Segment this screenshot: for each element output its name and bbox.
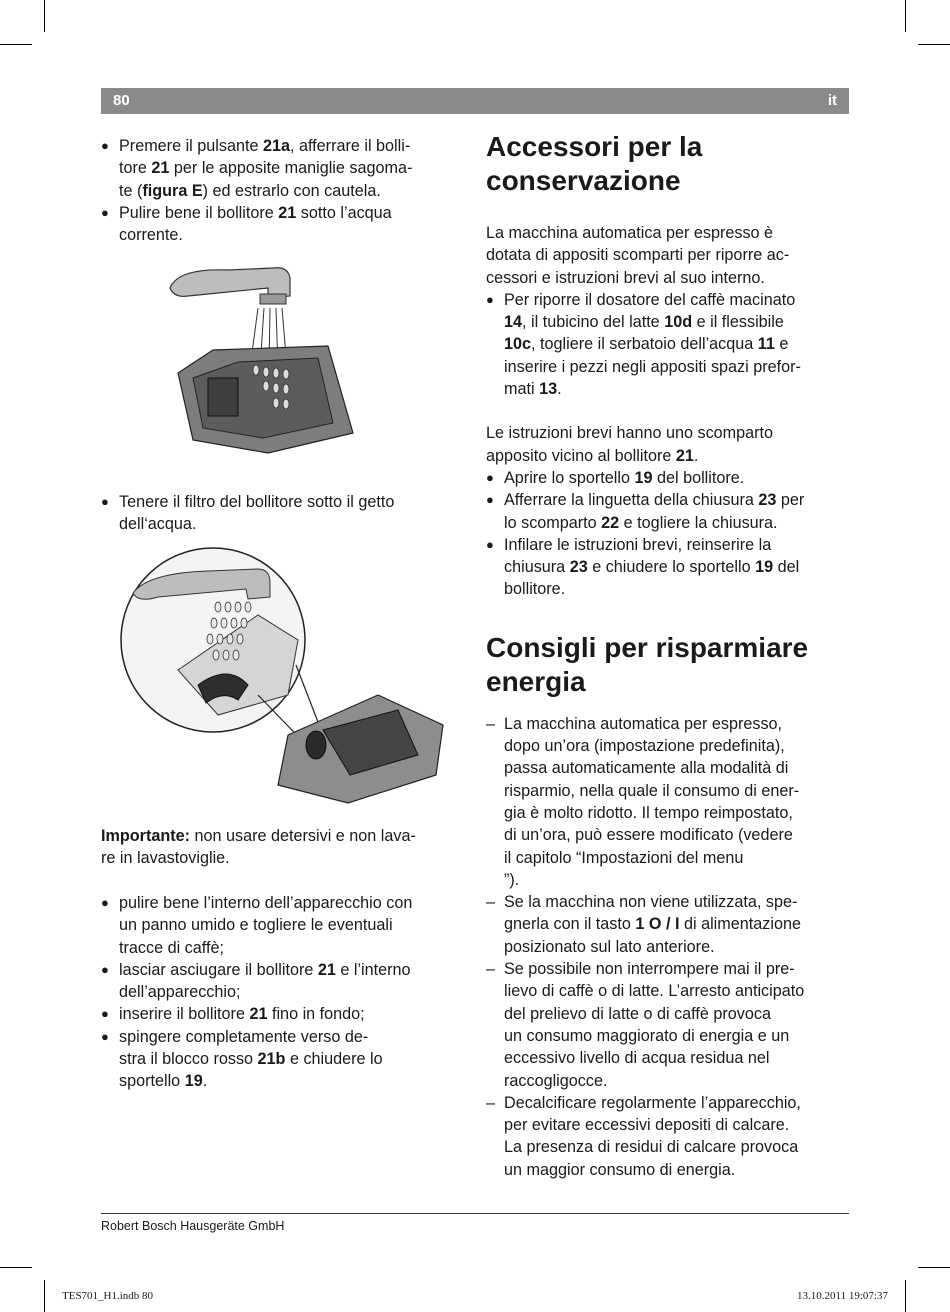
crop-mark bbox=[0, 1267, 32, 1268]
footer-company: Robert Bosch Hausgeräte GmbH bbox=[101, 1219, 285, 1233]
bold-reference: 21 bbox=[317, 960, 336, 979]
bullet-icon: ● bbox=[101, 895, 109, 910]
bullet-icon: ● bbox=[486, 469, 494, 485]
list-item: ● Afferrare la linguetta della chiusura 23 per lo scomparto 22 e togliere la chiusura. bbox=[486, 491, 805, 532]
footer-rule bbox=[101, 1213, 849, 1214]
bold-reference: 10d bbox=[664, 313, 693, 332]
list-item: ● spingere completamente verso de- stra il blocco rosso 21b e chiudere lo sportello 19. bbox=[101, 1027, 383, 1091]
bold-reference: 21a bbox=[262, 137, 290, 155]
left-bullet-list-2 bbox=[101, 491, 466, 536]
slug-date: 13.10.2011 19:07:37 bbox=[797, 1290, 888, 1302]
page-number: 80 bbox=[113, 92, 130, 109]
dash-icon: – bbox=[486, 1093, 496, 1112]
dash-icon: – bbox=[486, 714, 496, 733]
list-item: ● Per riporre il dosatore del caffè macinato 14, il tubicino del latte 10d e il flessibile 10c, togliere il serbatoio dell’acqua 11 e inserire i pezzi negli appositi spazi prefor- mati 13. bbox=[486, 290, 801, 399]
crop-mark bbox=[918, 1267, 950, 1268]
important-label: Importante: bbox=[101, 827, 191, 845]
bold-reference: 23 bbox=[569, 558, 588, 577]
heading-consigli: Consigli per risparmiare energia bbox=[486, 631, 809, 697]
bold-reference: 21 bbox=[151, 159, 170, 178]
bold-reference: 13 bbox=[539, 380, 558, 399]
crop-mark bbox=[905, 0, 906, 32]
left-bullet-list-3 bbox=[101, 892, 466, 1093]
list-item: ● Pulire bene il bollitore 21 sotto l’acqua corrente. bbox=[101, 203, 392, 245]
heading-accessori: Accessori per la conservazione bbox=[486, 131, 703, 196]
bullet-icon: ● bbox=[101, 204, 109, 220]
bullet-icon: ● bbox=[101, 1028, 109, 1044]
important-text: non usare detersivi e non lava- re in lavastoviglie. bbox=[101, 827, 416, 868]
language-code: it bbox=[827, 92, 837, 109]
page-header-bar bbox=[101, 88, 849, 114]
bold-reference: 21b bbox=[257, 1050, 286, 1069]
bold-reference: 19 bbox=[184, 1072, 203, 1091]
list-item: ● Aprire lo sportello 19 del bollitore. bbox=[486, 467, 852, 489]
filter-under-water-illustration bbox=[118, 545, 448, 805]
right-bullet-list-2 bbox=[486, 467, 852, 601]
crop-mark bbox=[0, 44, 32, 45]
bold-reference: 1 O / I bbox=[635, 915, 680, 934]
bullet-icon: ● bbox=[101, 494, 109, 509]
list-item: ● Infilare le istruzioni brevi, reinserire la chiusura 23 e chiudere lo sportello 19 del bollitore. bbox=[486, 535, 800, 599]
bold-reference: 10c bbox=[504, 335, 532, 354]
bold-reference: 21 bbox=[278, 203, 297, 222]
crop-mark bbox=[44, 0, 45, 32]
list-item: ● lasciar asciugare il bollitore 21 e l’interno dell’apparecchio; bbox=[101, 960, 411, 1002]
kettle-under-tap-illustration bbox=[168, 258, 358, 458]
bullet-icon: ● bbox=[486, 291, 494, 307]
crop-mark bbox=[44, 1280, 45, 1312]
list-item: – Decalcificare regolarmente l’apparecchio, per evitare eccessivi depositi di calcare. La presenza di residui di calcare provoca un maggior consumo di energia. bbox=[486, 1093, 801, 1179]
slug-file: TES701_H1.indb 80 bbox=[62, 1290, 154, 1302]
left-bullet-list-1 bbox=[101, 135, 466, 246]
bold-reference: 11 bbox=[757, 335, 775, 354]
list-item: – Se la macchina non viene utilizzata, spe- gnerla con il tasto 1 O / I di alimentazione posizionato sul lato anteriore. bbox=[486, 893, 801, 956]
bold-reference: 21 bbox=[249, 1005, 268, 1024]
list-item: ● Tenere il filtro del bollitore sotto il getto dell‘acqua. bbox=[101, 493, 395, 534]
list-item: – Se possibile non interrompere mai il pre- lievo di caffè o di latte. L’arresto anticipato del prelievo di latte o di caffè provoca un consumo maggiorato di energia e un eccessivo livello di acqua residua nel raccogligocce. bbox=[486, 960, 805, 1090]
bullet-icon: ● bbox=[101, 138, 109, 153]
bold-reference: 19 bbox=[755, 558, 774, 577]
important-note bbox=[101, 825, 466, 870]
paragraph-accessori: La macchina automatica per espresso è dotata di appositi scomparti per riporre ac- cessori e istruzioni brevi al suo interno. bbox=[486, 224, 790, 287]
bullet-icon: ● bbox=[486, 536, 494, 552]
list-item: ● inserire il bollitore 21 fino in fondo; bbox=[101, 1003, 466, 1025]
paragraph-istruzioni: Le istruzioni brevi hanno uno scomparto apposito vicino al bollitore 21. bbox=[486, 424, 774, 465]
bullet-icon: ● bbox=[101, 961, 109, 977]
bold-reference: 14 bbox=[504, 313, 523, 332]
bullet-icon: ● bbox=[101, 1006, 109, 1022]
list-item: ● Premere il pulsante 21a, afferrare il bolli- tore 21 per le apposite maniglie sagoma- te (figura E) ed estrarlo con cautela. bbox=[101, 137, 413, 200]
crop-mark bbox=[918, 44, 950, 45]
right-column bbox=[486, 130, 852, 1181]
bold-reference: 22 bbox=[601, 513, 620, 532]
bold-reference: figura E bbox=[142, 181, 203, 200]
list-item: ● pulire bene l’interno dell’apparecchio con un panno umido e togliere le eventuali tracce di caffè; bbox=[101, 894, 413, 957]
bold-reference: 23 bbox=[758, 491, 777, 510]
crop-mark bbox=[905, 1280, 906, 1312]
bold-reference: 21 bbox=[675, 446, 694, 465]
bold-reference: 19 bbox=[634, 468, 653, 487]
right-bullet-list-1 bbox=[486, 289, 852, 400]
dash-icon: – bbox=[486, 960, 496, 979]
bullet-icon: ● bbox=[486, 492, 494, 508]
list-item: – La macchina automatica per espresso, dopo un’ora (impostazione predefinita), passa automaticamente alla modalità di risparmio, nella quale il consumo di ener- gia è molto ridotto. Il tempo reimpostato, di un’ora, può essere modificato (vedere il capitolo “Impostazioni del menu ”). bbox=[486, 714, 800, 889]
dash-icon: – bbox=[486, 893, 496, 912]
right-dash-list bbox=[486, 713, 852, 1181]
